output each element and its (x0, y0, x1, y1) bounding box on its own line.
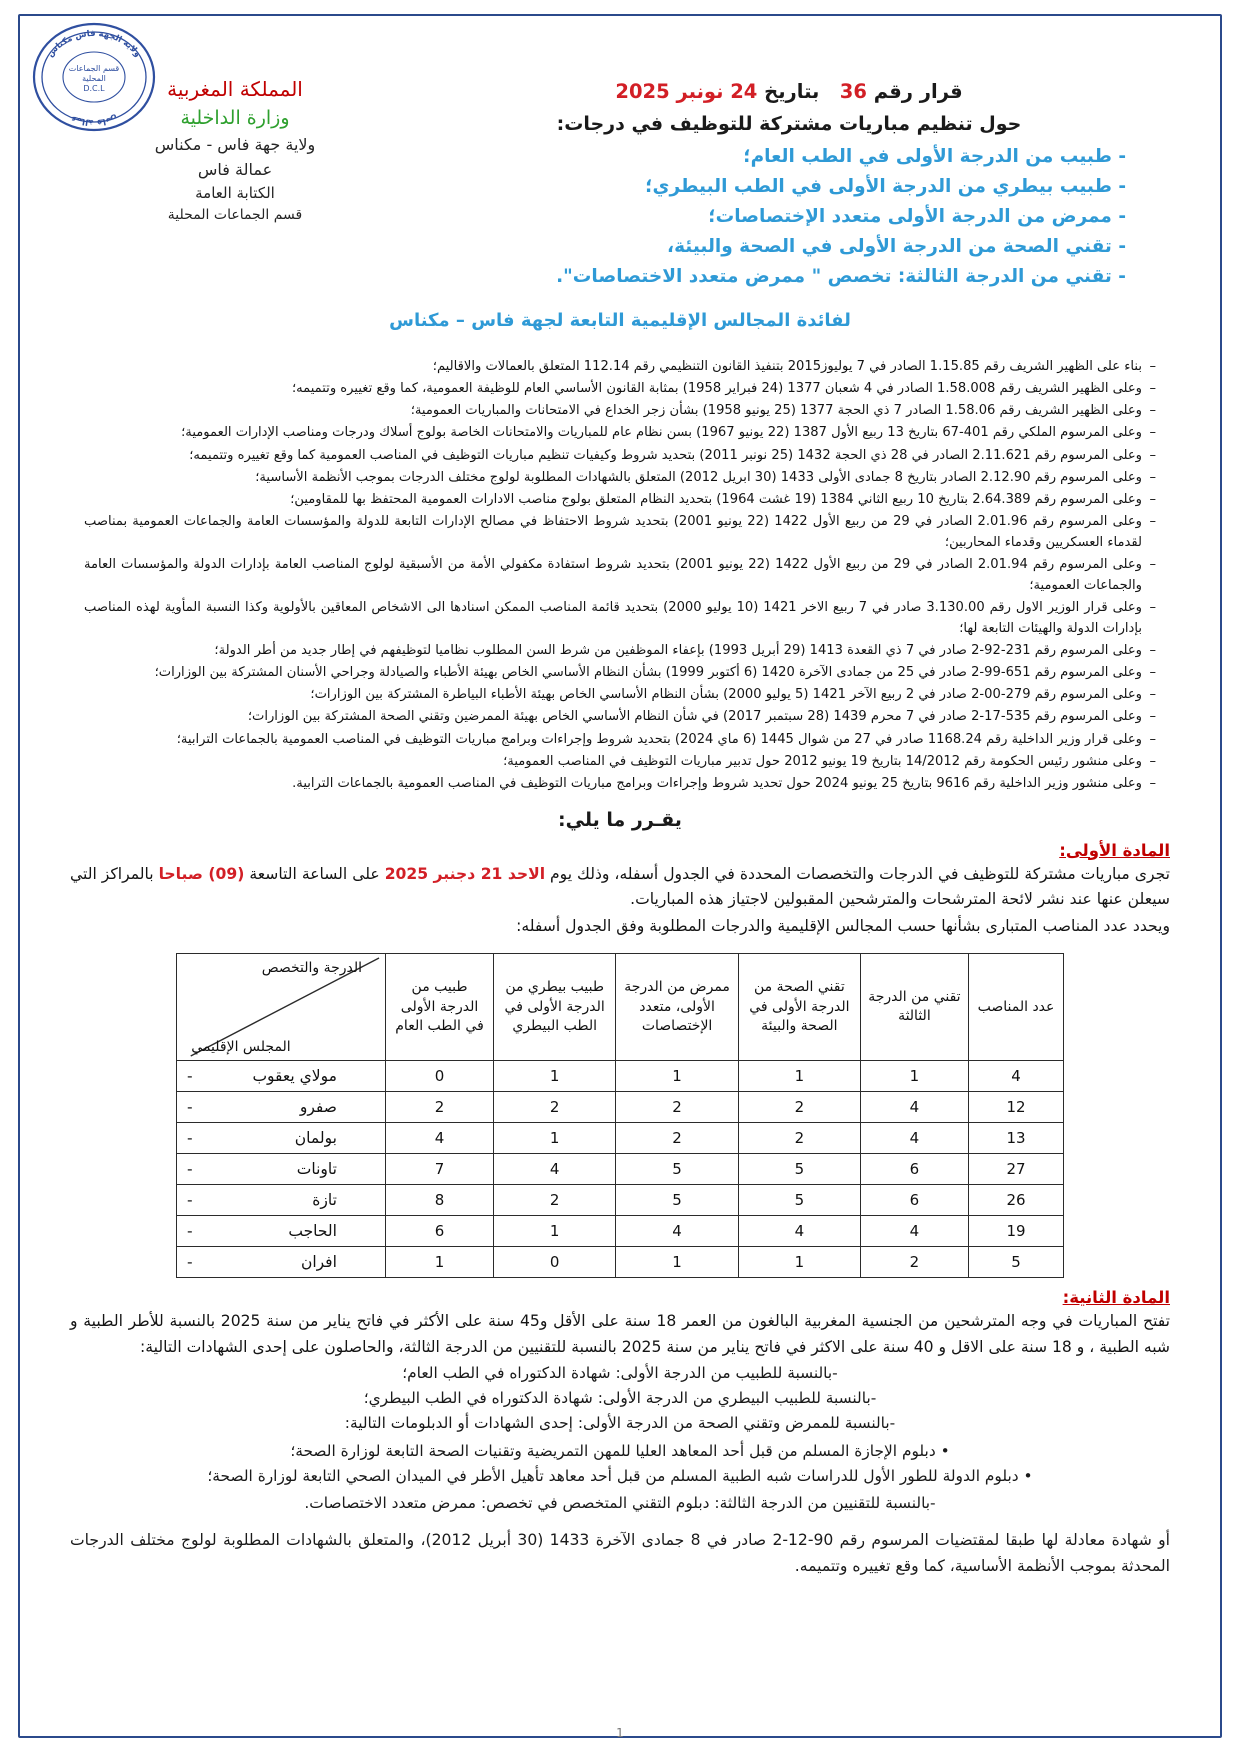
column-header-total-posts: عدد المناصب (969, 954, 1064, 1061)
cell-doctor1: 4 (385, 1123, 493, 1154)
cell-council-name (177, 1154, 386, 1185)
article-2-heading: المادة الثانية: (1062, 1288, 1170, 1308)
kingdom-label: المملكة المغربية (167, 77, 303, 101)
decision-prefix-label: قرار رقم (873, 80, 963, 103)
cell-council-name (177, 1092, 386, 1123)
council-label: تازة (312, 1191, 337, 1210)
reference-item: – وعلى المرسوم رقم 651-99-2 صادر في 25 من جمادى الآخرة 1420 (6 أكتوبر 1999) بشأن النظام الأساسي الخاص بهيئة الأطباء والصيادلة وجراحي الأسنان المشتركة بين الوزارات؛ (84, 663, 1156, 684)
cell-nurse1: 1 (616, 1061, 739, 1092)
stamp-center-line2: المحلية (82, 74, 106, 83)
stamp-center-line3: D.C.L (83, 84, 105, 93)
wilaya-label: ولاية جهة فاس - مكناس (154, 135, 316, 155)
division-label: قسم الجماعات المحلية (167, 206, 303, 223)
cell-nurse1: 2 (616, 1123, 739, 1154)
cell-tech3: 6 (860, 1154, 968, 1185)
council-dash: - (187, 1253, 193, 1272)
article1-text-a: تجرى مباريات مشتركة للتوظيف في الدرجات والتخصصات المحددة في الجدول أسفله، وذلك يوم (545, 864, 1170, 883)
article-2-conditions-list (70, 1361, 1170, 1437)
cell-doctor1: 8 (385, 1185, 493, 1216)
footer-scan-marks (0, 1705, 1240, 1720)
condition-item-1: -بالنسبة للطبيب البيطري من الدرجة الأولى: شهادة الدكتوراه في الطب البيطري؛ (363, 1389, 877, 1408)
ministry-identity-block (70, 58, 400, 226)
table-body (177, 1061, 1064, 1278)
cell-total: 12 (969, 1092, 1064, 1123)
cell-council-name (177, 1216, 386, 1247)
reference-item: – وعلى المرسوم الملكي رقم 401-67 بتاريخ 13 ربيع الأول 1387 (22 يونيو 1967) بسن نظام عام للمباريات والامتحانات الخاصة بولوج أسلاك ودرجات ومناصب الإدارات العمومية؛ (84, 423, 1156, 444)
cell-nurse1: 4 (616, 1216, 739, 1247)
cell-total: 13 (969, 1123, 1064, 1154)
cell-tech3: 4 (860, 1123, 968, 1154)
cell-healthtech1: 5 (738, 1185, 860, 1216)
cell-tech3: 1 (860, 1061, 968, 1092)
table-row (177, 1123, 1064, 1154)
cell-total: 27 (969, 1154, 1064, 1185)
reference-item: – وعلى المرسوم رقم 279-00-2 صادر في 2 ربيع الآخر 1421 (5 يوليو 2000) بشأن النظام الأساسي الخاص بهيئة الأطباء البياطرة المشتركة بين الوزارات؛ (84, 685, 1156, 706)
decision-number-line (418, 80, 1160, 103)
reference-item: – وعلى قرار وزير الداخلية رقم 1168.24 صادر في 27 من شوال 1445 (6 ماي 2024) بتحديد شروط وإجراءات وبرامج مباريات التوظيف في المناصب العمومية بالجماعات الترابية؛ (84, 730, 1156, 751)
corner-label-grade: الدرجة والتخصص (261, 960, 363, 977)
decision-date-value: 24 نونبر 2025 (615, 80, 758, 103)
cell-nurse1: 2 (616, 1092, 739, 1123)
decision-number-value: 36 (839, 80, 867, 103)
cell-vet1: 1 (494, 1123, 616, 1154)
column-header-vet-doctor-1st: طبيب بيطري من الدرجة الأولى في الطب البيطري (494, 954, 616, 1061)
decision-title-block (400, 58, 1170, 292)
cell-council-name (177, 1185, 386, 1216)
table-row (177, 1092, 1064, 1123)
exam-date-value: الاحد 21 دجنبر 2025 (384, 864, 546, 883)
cell-doctor1: 1 (385, 1247, 493, 1278)
council-label: افران (300, 1253, 337, 1272)
council-label: بولمان (294, 1129, 337, 1148)
table-row (177, 1216, 1064, 1247)
cell-doctor1: 6 (385, 1216, 493, 1247)
reference-item: – وعلى الظهير الشريف رقم 1.58.008 الصادر في 4 شعبان 1377 (24 فبراير 1958) بمثابة القانون الأساسي العام للوظيفة العمومية، كما وقع تغييره وتتميمه؛ (84, 379, 1156, 400)
article-1-paragraph-1 (70, 862, 1170, 913)
reference-item: – وعلى المرسوم رقم 2.64.389 بتاريخ 10 ربيع الثاني 1384 (19 غشت 1964) بتحديد النظام المتعلق بولوج مناصب الادارات العمومية المحتفظ بها للمقاومين؛ (84, 490, 1156, 511)
reference-item: – بناء على الظهير الشريف رقم 1.15.85 الصادر في 7 يوليوز2015 بتنفيذ القانون التنظيمي رقم 112.14 المتعلق بالعمالات والاقاليم؛ (84, 357, 1156, 378)
grade-item-2: - ممرض من الدرجة الأولى متعدد الإختصاصات؛ (708, 205, 1126, 227)
table-row (177, 1247, 1064, 1278)
decides-line: يقـرر ما يلي: (558, 808, 682, 831)
cell-healthtech1: 2 (738, 1123, 860, 1154)
stamp-center-line1: قسم الجماعات (68, 64, 120, 73)
council-label: مولاي يعقوب (252, 1067, 337, 1086)
article-2-last-condition: -بالنسبة للتقنيين من الدرجة الثالثة: دبلوم التقني المتخصص في تخصص: ممرض متعدد الاختصاصات. (304, 1493, 936, 1512)
article-2-diploma-bullets (70, 1439, 1170, 1490)
reference-item: – وعلى منشور وزير الداخلية رقم 9616 بتاريخ 25 يونيو 2024 حول تحديد شروط وإجراءات وبرامج مباريات التوظيف في المناصب العمومية بالجماعات الترابية. (84, 774, 1156, 795)
reference-item: – وعلى قرار الوزير الاول رقم 3.130.00 صادر في 7 ربيع الاخر 1421 (10 يوليو 2000) بتحديد قائمة المناصب الممكن اسنادها الى الاشخاص المعاقين بالأولوية وكذا النسبة المأوية لهذه المناصب بإدارات الدولة والهيئات التابعة لها؛ (84, 598, 1156, 639)
article-2-paragraph-1: تفتح المباريات في وجه المترشحين من الجنسية المغربية البالغون من العمر 18 سنة على الأقل و45 سنة على الأكثر في فاتح يناير من سنة 2025 بالنسبة للأطر الطبية و شبه الطبية ، و 18 سنة على الاقل و 40 سنة على الاكثر في فاتح يناير من سنة 2025 بالنسبة للتقنيين من الدرجة الثالثة، والحاصلون على إحدى الشهادات التالية: (70, 1312, 1171, 1356)
diploma-bullet-0: • دبلوم الإجازة المسلم من قبل أحد المعاهد العليا للمهن التمريضية وتقنيات الصحة التابعة لوزارة الصحة؛ (70, 1439, 1170, 1465)
document-header (70, 58, 1170, 292)
svg-text:ولاية الجهة فاس مكناس (45, 28, 144, 59)
diploma-bullet-1: • دبلوم الدولة للطور الأول للدراسات شبه الطبية المسلم من قبل أحد معاهد تأهيل الأطر في الميدان الصحي التابعة لوزارة الصحة؛ (70, 1464, 1170, 1490)
cell-tech3: 6 (860, 1185, 968, 1216)
reference-item: – وعلى المرسوم رقم 2.11.621 الصادر في 28 ذي الحجة 1432 (25 نونبر 2011) بتحديد شروط وكيفيات تنظيم مباريات التوظيف في المناصب العمومية كما وقع تغييره وتتميمه؛ (84, 446, 1156, 467)
reference-item: – وعلى المرسوم رقم 2.12.90 الصادر بتاريخ 8 جمادى الأولى 1433 (30 ابريل 2012) المتعلق بالشهادات المطلوبة لولوج مختلف الدرجات بموجب الأنظمة الأساسية؛ (84, 468, 1156, 489)
council-label: تاونات (296, 1160, 337, 1179)
grade-item-4: - تقني من الدرجة الثالثة: تخصص " ممرض متعدد الاختصاصات". (556, 265, 1126, 287)
ministry-label: وزارة الداخلية (180, 107, 290, 130)
grade-item-0: - طبيب من الدرجة الأولى في الطب العام؛ (743, 146, 1126, 167)
column-header-doctor-1st: طبيب من الدرجة الأولى في الطب العام (385, 954, 493, 1061)
table-header (177, 954, 1064, 1061)
cell-doctor1: 7 (385, 1154, 493, 1185)
cell-vet1: 2 (494, 1185, 616, 1216)
council-label: الحاجب (288, 1222, 337, 1241)
exam-time-value: (09) صباحا (158, 864, 245, 883)
cell-tech3: 4 (860, 1092, 968, 1123)
reference-item: – وعلى المرسوم رقم 2.01.96 الصادر في 29 من ربيع الأول 1422 (22 يونيو 2001) بتحديد شروط الاحتفاظ في مصالح الإدارات التابعة للدولة والمؤسسات العامة والجماعات العمومية بمناصب لقدماء العسكريين وقدماء المحاربين؛ (84, 512, 1156, 553)
corner-label-council: المجلس الإقليمي (191, 1039, 291, 1056)
table-row (177, 1185, 1064, 1216)
cell-tech3: 2 (860, 1247, 968, 1278)
reference-item: – وعلى الظهير الشريف رقم 1.58.06 الصادر 7 ذي الحجة 1377 (25 يونيو 1958) بشأن زجر الخداع في الامتحانات والمباريات العمومية؛ (84, 401, 1156, 422)
cell-nurse1: 5 (616, 1185, 739, 1216)
table-row (177, 1154, 1064, 1185)
page-number: 1 (616, 1726, 624, 1740)
column-header-corner (177, 954, 386, 1061)
prefecture-label: عمالة فاس (197, 159, 273, 179)
cell-healthtech1: 4 (738, 1216, 860, 1247)
legal-references-list (70, 357, 1170, 795)
cell-nurse1: 1 (616, 1247, 739, 1278)
council-dash: - (187, 1098, 193, 1117)
cell-vet1: 1 (494, 1061, 616, 1092)
council-dash: - (187, 1222, 193, 1241)
condition-item-2: -بالنسبة للممرض وتقني الصحة من الدرجة الأولى: إحدى الشهادات أو الدبلومات التالية: (344, 1414, 896, 1433)
cell-doctor1: 2 (385, 1092, 493, 1123)
cell-healthtech1: 1 (738, 1061, 860, 1092)
cell-nurse1: 5 (616, 1154, 739, 1185)
cell-vet1: 4 (494, 1154, 616, 1185)
reference-item: – وعلى منشور رئيس الحكومة رقم 14/2012 بتاريخ 19 يونيو 2012 حول تدبير مباريات التوظيف في المناصب العمومية؛ (84, 752, 1156, 773)
cell-council-name (177, 1123, 386, 1154)
column-header-health-technician-1st: تقني الصحة من الدرجة الأولى في الصحة والبيئة (738, 954, 860, 1061)
article-1-paragraph-2: ويحدد عدد المناصب المتبارى بشأنها حسب المجالس الإقليمية والدرجات المطلوبة وفق الجدول أسفله: (516, 917, 1170, 936)
reference-item: – وعلى المرسوم رقم 231-92-2 صادر في 7 ذي القعدة 1413 (29 أبريل 1993) بإعفاء الموظفين من شرط السن المطلوب نظاميا لتوظيفهم في إطار جديد من أطر الدولة؛ (84, 641, 1156, 662)
cell-vet1: 1 (494, 1216, 616, 1247)
secretariat-label: الكتابة العامة (195, 183, 275, 202)
council-label: صفرو (299, 1098, 337, 1117)
table-row (177, 1061, 1064, 1092)
grade-list (418, 142, 1160, 292)
article-2-closing-paragraph: أو شهادة معادلة لها طبقا لمقتضيات المرسوم رقم 90-12-2 صادر في 8 جمادى الآخرة 1433 (30 أبريل 2012)، والمتعلق بالشهادات المطلوبة لولوج مختلف الدرجات المحدثة بموجب الأنظمة الأساسية، كما وقع تغييره وتتميمه. (70, 1531, 1170, 1575)
cell-healthtech1: 2 (738, 1092, 860, 1123)
article1-text-b: على الساعة التاسعة (244, 864, 385, 883)
grade-item-3: - تقني الصحة من الدرجة الأولى في الصحة والبيئة، (667, 235, 1126, 257)
council-dash: - (187, 1129, 193, 1148)
decision-subject-line: حول تنظيم مباريات مشتركة للتوظيف في درجات: (556, 113, 1022, 135)
posts-distribution-table (176, 953, 1064, 1278)
column-header-technician-3rd: تقني من الدرجة الثالثة (860, 954, 968, 1061)
article1-text-c: بالمراكز التي سيعلن عنها عند نشر لائحة المترشحات والمترشحين المقبولين لاجتياز هذه المباريات. (70, 864, 1170, 908)
article-1-heading: المادة الأولى: (1059, 840, 1170, 860)
cell-total: 19 (969, 1216, 1064, 1247)
posts-table-wrapper (70, 953, 1170, 1278)
cell-vet1: 2 (494, 1092, 616, 1123)
cell-healthtech1: 1 (738, 1247, 860, 1278)
column-header-nurse-1st: ممرض من الدرجة الأولى، متعدد الإختصاصات (616, 954, 739, 1061)
cell-total: 5 (969, 1247, 1064, 1278)
condition-item-0: -بالنسبة للطبيب من الدرجة الأولى: شهادة الدكتوراه في الطب العام؛ (402, 1363, 838, 1382)
stamp-arc-bottom: عمالة فاس (68, 113, 119, 129)
grade-item-1: - طبيب بيطري من الدرجة الأولى في الطب البيطري؛ (645, 175, 1126, 197)
beneficiary-line: لفائدة المجالس الإقليمية التابعة لجهة فاس – مكناس (389, 309, 851, 331)
cell-vet1: 0 (494, 1247, 616, 1278)
cell-total: 4 (969, 1061, 1064, 1092)
cell-council-name (177, 1061, 386, 1092)
table-header-row (177, 954, 1064, 1061)
reference-item: – وعلى المرسوم رقم 535-17-2 صادر في 7 محرم 1439 (28 سبتمبر 2017) في شأن النظام الأساسي الخاص بهيئة الممرضين وتقني الصحة المشتركة بين الوزارات؛ (84, 707, 1156, 728)
cell-healthtech1: 5 (738, 1154, 860, 1185)
cell-council-name (177, 1247, 386, 1278)
date-prefix-label: بتاريخ (764, 80, 820, 103)
cell-tech3: 4 (860, 1216, 968, 1247)
council-dash: - (187, 1160, 193, 1179)
council-dash: - (187, 1067, 193, 1086)
stamp-arc-top: ولاية الجهة فاس مكناس (44, 27, 144, 59)
reference-item: – وعلى المرسوم رقم 2.01.94 الصادر في 29 من ربيع الأول 1422 (22 يونيو 2001) بتحديد شروط استفادة مكفولي الأمة من الأسبقية لولوج المناصب العامة بإدارات الدولة والمؤسسات العامة والجماعات العمومية؛ (84, 555, 1156, 596)
cell-total: 26 (969, 1185, 1064, 1216)
council-dash: - (187, 1191, 193, 1210)
cell-doctor1: 0 (385, 1061, 493, 1092)
